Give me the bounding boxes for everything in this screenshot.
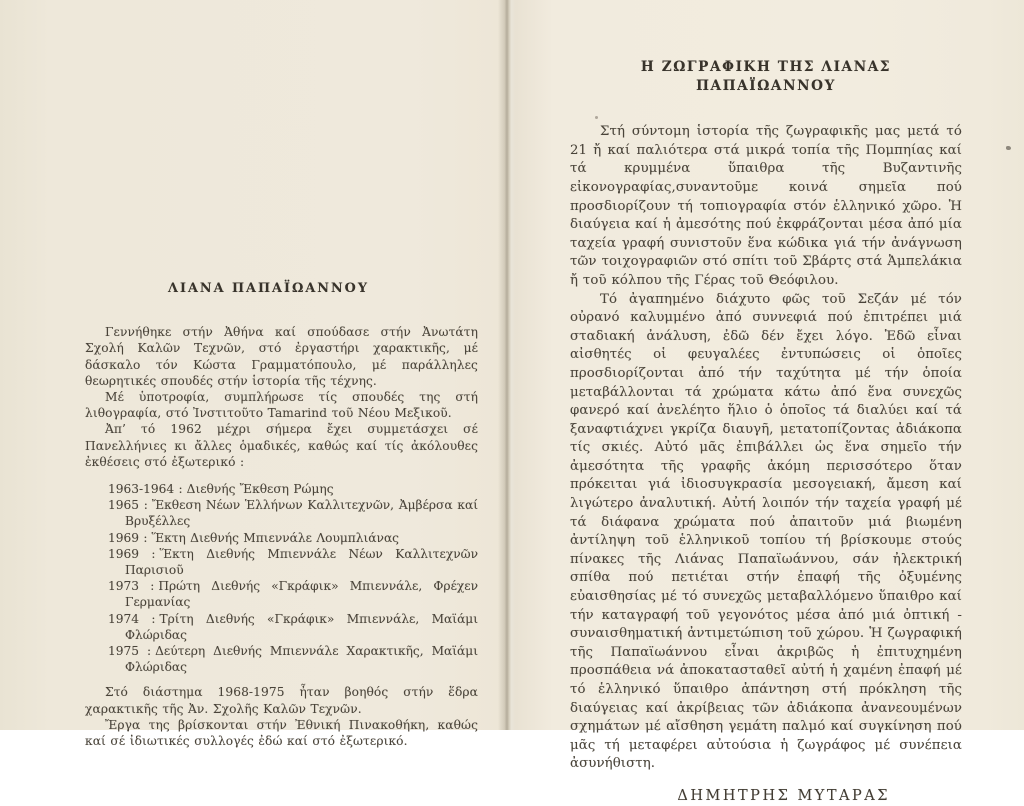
artist-name-heading: ΛΙΑΝΑ ΠΑΠΑΪΩΑΝΝΟΥ xyxy=(168,281,369,296)
scan-speck xyxy=(595,116,598,119)
author-signature: ΔΗΜΗΤΡΗΣ ΜΥΤΑΡΑΣ xyxy=(677,787,890,804)
exhibition-year: 1969 : xyxy=(108,546,156,561)
exhibition-item xyxy=(85,643,478,675)
exhibition-year: 1963-1964 : xyxy=(108,482,183,497)
exhibition-text: Διεθνής Ἔκθεση Ρώμης xyxy=(186,482,334,497)
exhibition-text: Ἕκτη Διεθνής Μπιεννάλε Νέων Καλλιτεχνῶν Παρισιοῦ xyxy=(125,546,478,578)
exhibition-year: 1973 : xyxy=(108,579,155,594)
exhibition-text: Ἔκθεση Νέων Ἑλλήνων Καλλιτεχνῶν, Ἀμβέρσα καί Βρυξέλλες xyxy=(125,498,478,529)
exhibition-text: Πρώτη Διεθνής «Γκράφικ» Μπιεννάλε, Φρέχεν Γερμανίας xyxy=(125,579,478,610)
exhibition-text: Ἕκτη Διεθνής Μπιεννάλε Λουμπλιάνας xyxy=(151,530,400,545)
page-gutter-shadow xyxy=(498,0,516,730)
essay-paragraph-1: Στή σύντομη ἱστορία τῆς ζωγραφικῆς μας μετά τό 21 ἤ καί παλιότερα στά μικρά τοπία τῆς Πομπηίας καί τά κρυμμένα ὕπαιθρα τῆς Βυζαντινῆς εἰκονογραφίας,συναντοῦμε κοινά σημεῖα πού προσδιορίζουν τή τοπιογραφία στόν ἑλληνικό χῶρο. Ἡ διαύγεια καί ἡ ἀμεσότης πού ἐκφράζονται μέσα ἀπό μία ταχεία γραφή συνιστοῦν ἕνα κώδικα γιά τήν ἀνάγνωση τῶν τοιχογραφιῶν στό σπίτι τοῦ Σβάρτς στά Ἀμπελάκια ἤ τοῦ κόλπου τῆς Γέρας τοῦ Θεόφιλου. xyxy=(570,124,962,288)
exhibition-year: 1965 : xyxy=(108,498,148,513)
exhibition-item xyxy=(85,497,478,529)
exhibition-year: 1969 : xyxy=(108,530,148,545)
right-page xyxy=(570,58,962,806)
exhibition-text: Δεύτερη Διεθνής Μπιεννάλε Χαρακτικῆς, Μαϊάμι Φλώριδας xyxy=(125,644,478,675)
exhibition-year: 1974 : xyxy=(108,611,156,626)
exhibition-item xyxy=(85,530,478,546)
bio-paragraph-3: Ἀπ’ τό 1962 μέχρι σήμερα ἔχει συμμετάσχει σέ Πανελλήνιες κι ἄλλες ὁμαδικές, καθώς καί τίς ἀκόλουθες ἐκθέσεις στό ἐξωτερικό : xyxy=(85,422,478,469)
bio-closing-paragraph-2: Ἔργα της βρίσκονται στήν Ἐθνική Πινακοθήκη, καθώς καί σέ ἰδιωτικές συλλογές ἐδώ καί στό ἐξωτερικό. xyxy=(85,717,478,749)
essay-title: Η ΖΩΓΡΑΦΙΚΗ ΤΗΣ ΛΙΑΝΑΣ ΠΑΠΑΪΩΑΝΝΟΥ xyxy=(640,59,892,94)
bio-paragraph-1: Γεννήθηκε στήν Ἀθήνα καί σπούδασε στήν Ἀνωτάτη Σχολή Καλῶν Τεχνῶν, στό ἐργαστήρι χαρακτικῆς, μέ δάσκαλο τόν Κώστα Γραμματόπουλο, μέ παράλληλες θεωρητικές σπουδές στήν ἱστορία τῆς τέχνης. xyxy=(85,325,478,388)
exhibition-item xyxy=(85,578,478,610)
exhibitions-list xyxy=(85,481,478,675)
exhibition-item xyxy=(85,481,478,497)
exhibition-year: 1975 : xyxy=(108,644,152,659)
exhibition-text: Τρίτη Διεθνής «Γκράφικ» Μπιεννάλε, Μαϊάμι Φλώριδας xyxy=(125,611,478,642)
exhibition-item xyxy=(85,546,478,578)
scan-speck xyxy=(1006,146,1011,150)
essay-paragraph-2: Τό ἀγαπημένο διάχυτο φῶς τοῦ Σεζάν μέ τόν οὐρανό καλυμμένο ἀπό συννεφιά πού ἐπιτρέπει μιά σταδιακή ἀνάλυση, ἐδῶ δέν ἔχει λόγο. Ἐδῶ εἶναι αἰσθητές οἱ φευγαλέες ἐντυπώσεις οἱ ὁποῖες προσδιορίζονται ἀπό τήν ταχύτητα μέ τήν ὁποία μεταβάλλονται τά χρώματα κάτω ἀπό ἕνα συνεχῶς φανερό καί ἀνελέητο ἥλιο ὁ ὁποῖος τά διαλύει καί τά ξαναφτιάχνει γκρίζα διαυγῆ, μετατοπίζοντας ἀδιάκοπα τίς σκιές. Αὐτό μᾶς ἐπιβάλλει ὡς ἕνα σημεῖο τήν ἀμεσότητα τῆς γραφῆς ἀκόμη περισσότερο ὅταν πρόκειται γιά ἰδιοσυγκρασία μεσογειακή, ἄμεση καί λιγώτερο ἀναλυτική. Αὐτή λοιπόν τήν ταχεία γραφή μέ τά διάφανα χρώματα πού ἀπαιτοῦν μιά βιωμένη ἀντίληψη τοῦ ἑλληνικοῦ τοπίου τή βρίσκουμε στούς πίνακες τῆς Λιάνας Παπαϊωάννου, σάν ἠλεκτρική σπίθα πού πετιέται στήν ἐπαφή τῆς ὀξυμένης εὐαισθησίας μέ τό συνεχῶς μεταβαλλόμενο ὕπαιθρο καί τήν καταγραφή τοῦ γεγονότος μέσα ἀπό μιά ὀπτική - συναισθηματική ἀντιμετώπιση τοῦ χώρου. Ἡ ζωγραφική τῆς Παπαϊωάννου εἶναι ἀκριβῶς ἡ ἐπιτυχημένη προσπάθεια νά ἀποκατασταθεῖ αὐτή ἡ χαμένη ἐπαφή μέ τό ἑλληνικό ὕπαιθρο ἀπάντηση στή πρόκληση τῆς διαύγειας καί ἀκρίβειας τῶν ἀδιάκοπα ἀνανεουμένων σχημάτων μέ αἴσθηση γεμάτη παλμό καί συγκίνηση πού μᾶς τή μεταφέρει αὐτούσια ἡ ζωγράφος μέ συνέπεια ἀσυνήθιστη. xyxy=(570,291,962,772)
bio-closing-paragraph-1: Στό διάστημα 1968-1975 ἦταν βοηθός στήν ἕδρα χαρακτικῆς τῆς Ἀν. Σχολῆς Καλῶν Τεχνῶν. xyxy=(85,685,478,716)
left-page xyxy=(85,281,478,749)
exhibition-item xyxy=(85,611,478,643)
bio-paragraph-2: Μέ ὑποτροφία, συμπλήρωσε τίς σπουδές της στή λιθογραφία, στό Ἰνστιτοῦτο Tamarind τοῦ Νέου Μεξικοῦ. xyxy=(85,390,478,421)
